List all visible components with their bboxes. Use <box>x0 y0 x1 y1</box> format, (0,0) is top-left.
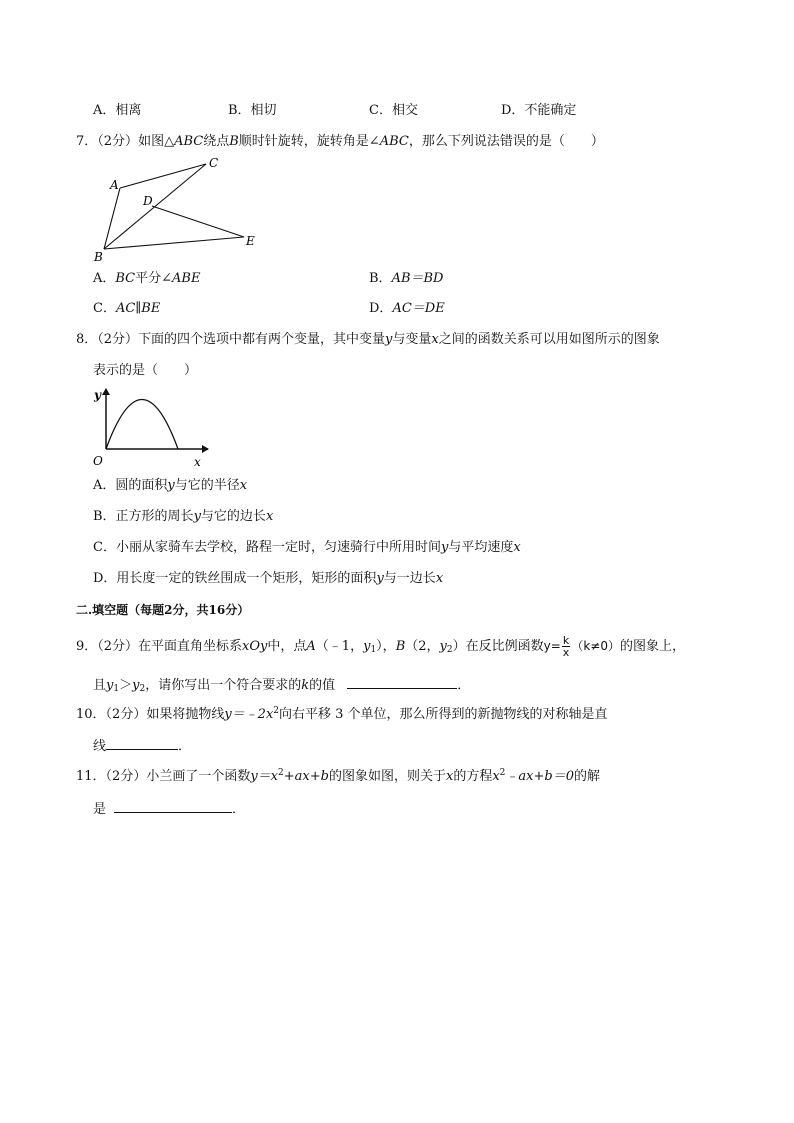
q8-var-x: x <box>431 332 439 347</box>
q7-option-a <box>93 270 200 288</box>
q7-option-d-letter: D． <box>369 301 393 316</box>
q7-segment-ab <box>104 188 120 249</box>
q8-option-text: B．正方形的周长 <box>93 509 194 524</box>
q7-option-b-letter: B． <box>369 271 392 286</box>
q8-var-x: x <box>239 478 248 493</box>
q11-math: ﹣ax+b＝0 <box>505 769 574 784</box>
section-fill-in-title: 二.填空题（每题2分，共16分） <box>76 603 250 617</box>
q8-option-text: 与平均速度 <box>448 540 514 555</box>
q8-option-c <box>93 539 521 557</box>
q7-math: B <box>229 134 239 149</box>
q7-segment-be <box>104 237 244 249</box>
q11-stem-line1 <box>76 768 600 786</box>
q7-text: 绕点 <box>203 134 230 149</box>
q6-option-a: A．相离 <box>93 103 142 118</box>
q11-text: 11．（2分）小兰画了一个函数 <box>76 769 251 784</box>
q10-exponent: 2 <box>273 706 280 716</box>
q9-math: y <box>363 639 371 654</box>
q11-exponent: 2 <box>278 768 284 778</box>
q9-stem-line2 <box>93 676 470 695</box>
q7-segment-ac <box>120 164 206 188</box>
q9-math: y <box>132 678 140 693</box>
q6-option-d: D．不能确定 <box>501 103 577 118</box>
q8-option-text: C．小丽从家骑车去学校，路程一定时，匀速骑行中所用时间 <box>93 540 441 555</box>
q7-stem <box>76 133 604 151</box>
q9-func: y= <box>543 639 561 653</box>
q11-stem-line2 <box>93 800 245 819</box>
q7-math: ABC <box>174 134 204 149</box>
q8-option-text: 与一边长 <box>383 571 436 586</box>
q9-frac-numerator: k <box>562 634 570 647</box>
q7-option-c-math: AC∥BE <box>115 301 161 316</box>
q10-end: ． <box>178 739 192 754</box>
q9-math: xOy <box>242 639 268 654</box>
q7-number: 7． <box>76 134 98 149</box>
q9-end: ． <box>457 678 471 693</box>
q6-option-b: B．相切 <box>228 103 277 118</box>
q7-option-a-text: 平分∠ <box>135 271 173 286</box>
q9-subscript: 2 <box>446 645 453 655</box>
q8-stem-line1 <box>76 331 660 349</box>
q8-option-text: A．圆的面积 <box>93 478 168 493</box>
q9-text: （2， <box>405 639 440 654</box>
q9-text: 的图象上， <box>619 639 685 654</box>
q11-text: 的方程 <box>453 769 493 784</box>
q7-option-c <box>93 300 160 318</box>
q8-var-y: y <box>385 332 393 347</box>
q7-score: （2分） <box>97 134 139 149</box>
q9-text: ，请你写出一个符合要求的 <box>145 678 302 693</box>
q7-label-a: A <box>110 178 119 192</box>
q8-option-a <box>93 477 247 495</box>
q8-option-text: 与它的边长 <box>200 509 266 524</box>
q7-label-d: D <box>143 194 153 208</box>
q8-option-d <box>93 570 443 588</box>
q8-option-text: D．用长度一定的铁丝围成一个矩形，矩形的面积 <box>93 571 377 586</box>
q11-answer-blank[interactable] <box>114 800 232 813</box>
q9-stem-line1 <box>76 635 685 658</box>
q7-option-c-letter: C． <box>93 301 116 316</box>
q9-text: ）， <box>376 639 396 654</box>
q7-option-b <box>369 270 443 288</box>
q7-math: ABC <box>379 134 409 149</box>
q8-var-y: y <box>376 571 384 586</box>
q8-axis-label-x: x <box>194 455 201 469</box>
q10-math: y＝﹣2x <box>224 707 274 722</box>
q6-option-c: C．相交 <box>369 103 418 118</box>
q8-var-x: x <box>435 571 444 586</box>
q9-text: 9．（2分）在平面直角坐标系 <box>76 639 243 654</box>
q9-math: y <box>106 678 114 693</box>
q11-exponent: 2 <box>499 768 506 778</box>
q10-answer-blank[interactable] <box>106 737 178 750</box>
q7-option-a-math: BC <box>115 271 136 286</box>
q9-math: k <box>301 678 310 693</box>
q11-math: y＝x <box>250 769 279 784</box>
q7-label-c: C <box>209 156 219 170</box>
q9-math: y <box>439 639 447 654</box>
q7-label-e: E <box>246 234 255 248</box>
q11-math: x <box>492 769 500 784</box>
q10-text: 10．（2分）如果将抛物线 <box>76 707 225 722</box>
q11-text: 是 <box>93 802 107 817</box>
q11-math: +ax+b <box>283 769 329 784</box>
q9-math: B <box>395 639 406 654</box>
q11-math: x <box>445 769 454 784</box>
q11-text: 的解 <box>573 769 600 784</box>
q7-option-d <box>369 300 445 318</box>
q7-option-b-math: AB＝BD <box>391 271 444 286</box>
q9-text: 中，点 <box>267 639 307 654</box>
q7-option-a-math: ABE <box>172 271 201 286</box>
q9-answer-blank[interactable] <box>347 676 457 689</box>
q9-subscript: 2 <box>139 684 146 694</box>
q8-axis-label-y: y <box>94 388 101 402</box>
q8-text: 与变量 <box>392 332 432 347</box>
q8-var-y: y <box>167 478 175 493</box>
q10-stem-line1 <box>76 706 608 724</box>
q8-var-y: y <box>193 509 201 524</box>
q7-text: 如图△ <box>138 134 175 149</box>
q7-text: ，那么下列说法错误的是（ ） <box>408 134 604 149</box>
q8-text: 8．（2分）下面的四个选项中都有两个变量，其中变量 <box>76 332 386 347</box>
q8-option-text: 与它的半径 <box>174 478 240 493</box>
q9-subscript: 1 <box>370 645 377 655</box>
q9-frac-denominator: x <box>562 646 570 659</box>
q8-option-b <box>93 508 273 526</box>
q7-figure <box>88 150 268 265</box>
q11-end: ． <box>232 802 246 817</box>
q8-origin-label: O <box>93 454 103 468</box>
q7-option-d-math: AC＝DE <box>392 301 445 316</box>
q9-text: 且 <box>93 678 107 693</box>
q8-figure <box>88 383 218 471</box>
q9-math: A <box>306 639 316 654</box>
q11-text: 的图象如图，则关于 <box>328 769 446 784</box>
q9-condition: （k≠0） <box>571 639 620 653</box>
q9-text: 的值 <box>309 678 336 693</box>
q9-fraction <box>562 635 571 658</box>
q10-text: 向右平移 3 个单位，那么所得到的新抛物线的对称轴是直 <box>279 707 608 722</box>
q7-option-a-letter: A． <box>93 271 116 286</box>
q7-segment-de <box>152 206 244 237</box>
q8-stem-line2: 表示的是（ ） <box>93 363 198 378</box>
q8-parabola-curve <box>106 400 178 450</box>
q8-var-x: x <box>513 540 521 555</box>
q7-text: 顺时针旋转，旋转角是∠ <box>238 134 380 149</box>
q10-stem-line2 <box>93 737 191 756</box>
q7-label-b: B <box>94 250 103 264</box>
q9-gt: ＞ <box>119 678 133 693</box>
q8-var-y: y <box>440 540 449 555</box>
q9-text: ）在反比例函数 <box>452 639 544 654</box>
q8-var-x: x <box>265 509 274 524</box>
q9-text: （﹣1， <box>315 639 364 654</box>
q8-text: 之间的函数关系可以用如图所示的图象 <box>438 332 660 347</box>
q9-subscript: 1 <box>113 684 120 694</box>
q10-text: 线 <box>93 739 107 754</box>
